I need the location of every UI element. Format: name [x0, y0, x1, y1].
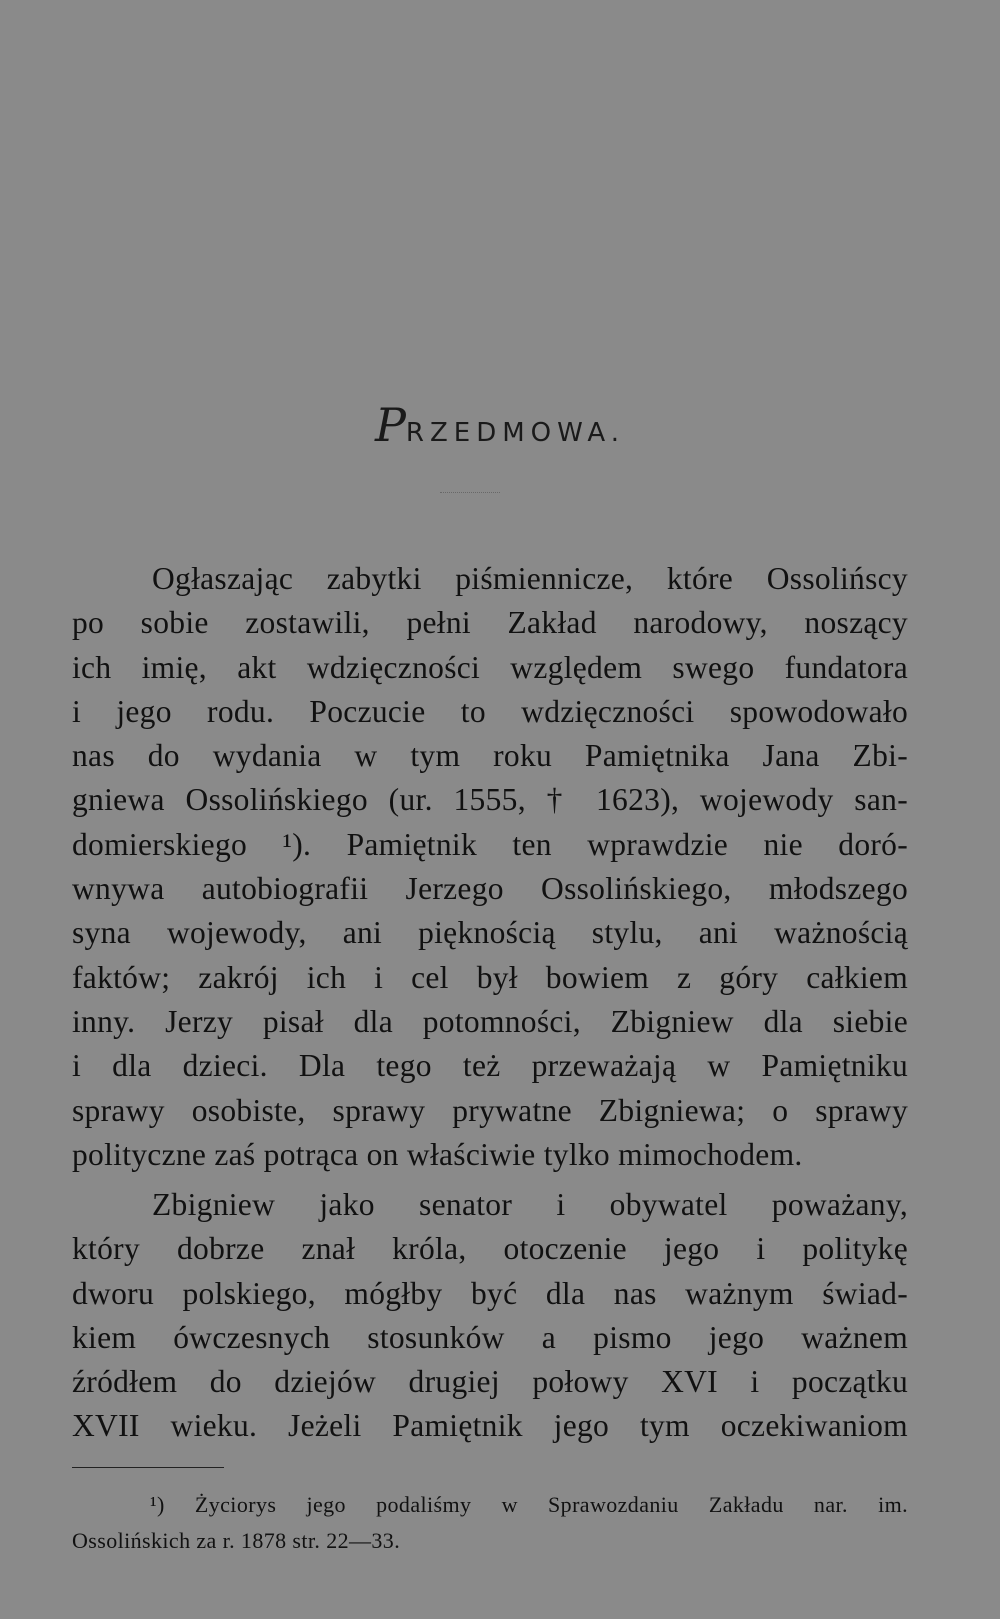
- text-line: ich imię, akt wdzięczności względem swego fundatora: [72, 649, 908, 685]
- text-line: sprawy osobiste, sprawy prywatne Zbigniewa; o sprawy: [72, 1092, 908, 1128]
- text-line: nas do wydania w tym roku Pamiętnika Jana Zbi-: [72, 738, 908, 774]
- title-rest: RZEDMOWA.: [405, 418, 626, 448]
- text-line: inny. Jerzy pisał dla potomności, Zbigniew dla siebie: [72, 1003, 908, 1039]
- text-line: Ogłaszając zabytki piśmiennicze, które Ossolińscy: [152, 561, 908, 596]
- text-line: polityczne zaś potrąca on właściwie tylko mimochodem.: [72, 1136, 803, 1172]
- footnote-line: ¹) Życiorys jego podaliśmy w Sprawozdaniu Zakładu nar. im.: [150, 1492, 908, 1517]
- text-line: syna wojewody, ani pięknością stylu, ani ważnością: [72, 915, 908, 951]
- title-ornament: [440, 492, 500, 497]
- text-line: gniewa Ossolińskiego (ur. 1555, † 1623), wojewody san-: [72, 782, 908, 818]
- text-line: domierskiego ¹). Pamiętnik ten wprawdzie nie doró-: [72, 826, 908, 862]
- text-line: dworu polskiego, mógłby być dla nas ważnym świad-: [72, 1275, 908, 1311]
- text-line: wnywa autobiografii Jerzego Ossolińskiego, młodszego: [72, 871, 908, 907]
- text-line: który dobrze znał króla, otoczenie jego i politykę: [72, 1231, 908, 1267]
- text-line: XVII wieku. Jeżeli Pamiętnik jego tym oczekiwaniom: [72, 1408, 908, 1444]
- text-line: kiem ówczesnych stosunków a pismo jego ważnem: [72, 1319, 908, 1355]
- title-initial: P: [374, 398, 406, 452]
- text-line: Zbigniew jako senator i obywatel poważany,: [152, 1187, 908, 1222]
- footnote: [72, 1487, 908, 1559]
- paragraph-1: [72, 557, 908, 1177]
- footnote-line: Ossolińskich za r. 1878 str. 22—33.: [72, 1528, 401, 1553]
- text-line: faktów; zakrój ich i cel był bowiem z góry całkiem: [72, 959, 908, 995]
- text-line: źródłem do dziejów drugiej połowy XVI i początku: [72, 1364, 908, 1400]
- text-line: i jego rodu. Poczucie to wdzięczności spowodowało: [72, 693, 908, 729]
- text-line: po sobie zostawili, pełni Zakład narodowy, noszący: [72, 605, 908, 641]
- text-line: i dla dzieci. Dla tego też przeważają w Pamiętniku: [72, 1048, 908, 1084]
- paragraph-2: [72, 1183, 908, 1449]
- footnote-rule: [72, 1467, 224, 1468]
- page-title: [0, 398, 1000, 452]
